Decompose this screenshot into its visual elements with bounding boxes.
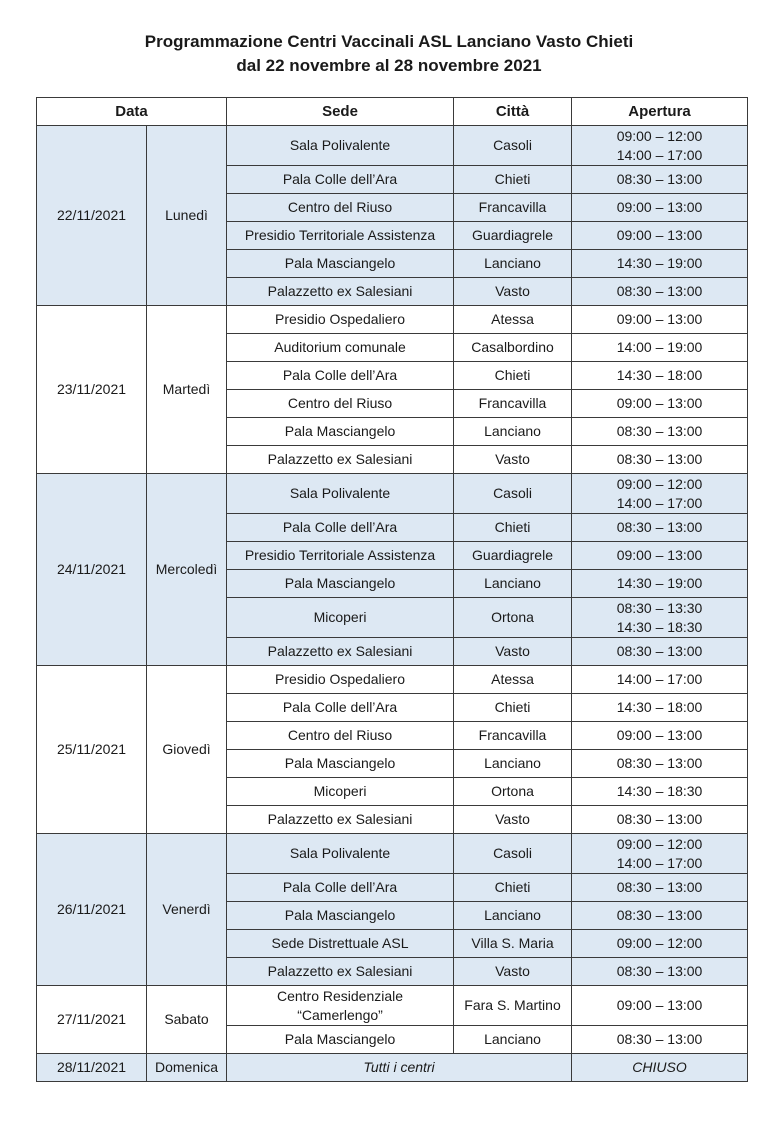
apertura-cell — [572, 166, 748, 194]
apertura-cell — [572, 666, 748, 694]
apertura-cell — [572, 834, 748, 874]
apertura-cell — [572, 750, 748, 778]
citta-cell: Atessa — [454, 666, 572, 694]
apertura-time: 09:00 – 13:00 — [616, 727, 703, 743]
apertura-time: 08:30 – 13:00 — [616, 451, 703, 467]
day-cell: Sabato — [147, 986, 227, 1054]
sede-cell: Sala Polivalente — [227, 834, 454, 874]
apertura-time: 08:30 – 13:00 — [616, 423, 703, 439]
citta-cell: Atessa — [454, 306, 572, 334]
table-row — [37, 986, 748, 1026]
header-apertura: Apertura — [572, 98, 748, 126]
apertura-time: 08:30 – 13:00 — [616, 171, 703, 187]
table-row — [37, 126, 748, 166]
apertura-time: 08:30 – 13:00 — [616, 879, 703, 895]
citta-cell: Casoli — [454, 834, 572, 874]
sede-cell: Auditorium comunale — [227, 334, 454, 362]
citta-cell: Chieti — [454, 362, 572, 390]
table-row — [37, 474, 748, 514]
apertura-cell — [572, 778, 748, 806]
closed-apertura-cell: CHIUSO — [572, 1054, 748, 1082]
day-cell: Giovedì — [147, 666, 227, 834]
table-row-closed — [37, 1054, 748, 1082]
apertura-cell — [572, 126, 748, 166]
sede-cell: Centro del Riuso — [227, 390, 454, 418]
sede-cell: Presidio Ospedaliero — [227, 306, 454, 334]
apertura-cell — [572, 930, 748, 958]
apertura-cell — [572, 722, 748, 750]
closed-date-cell: 28/11/2021 — [37, 1054, 147, 1082]
sede-cell: Centro del Riuso — [227, 194, 454, 222]
sede-cell: Pala Masciangelo — [227, 1026, 454, 1054]
citta-cell: Lanciano — [454, 250, 572, 278]
sede-cell: Pala Masciangelo — [227, 250, 454, 278]
citta-cell: Lanciano — [454, 750, 572, 778]
apertura-time: 14:00 – 17:00 — [616, 854, 703, 871]
apertura-time: 14:00 – 19:00 — [616, 339, 703, 355]
apertura-cell — [572, 418, 748, 446]
header-citta: Città — [454, 98, 572, 126]
sede-cell: Sala Polivalente — [227, 126, 454, 166]
apertura-time: 09:00 – 13:00 — [616, 199, 703, 215]
sede-cell: Pala Masciangelo — [227, 750, 454, 778]
table-row — [37, 306, 748, 334]
apertura-cell — [572, 278, 748, 306]
apertura-cell — [572, 986, 748, 1026]
apertura-time: 08:30 – 13:00 — [616, 643, 703, 659]
citta-cell: Lanciano — [454, 902, 572, 930]
apertura-cell — [572, 474, 748, 514]
citta-cell: Guardiagrele — [454, 542, 572, 570]
apertura-time: 14:30 – 18:30 — [616, 783, 703, 799]
header-data: Data — [37, 98, 227, 126]
apertura-cell — [572, 1026, 748, 1054]
apertura-time: 09:00 – 13:00 — [616, 227, 703, 243]
sede-cell: Presidio Territoriale Assistenza — [227, 222, 454, 250]
schedule-table — [36, 97, 748, 1082]
date-cell: 23/11/2021 — [37, 306, 147, 474]
apertura-cell — [572, 334, 748, 362]
apertura-time: 08:30 – 13:00 — [616, 907, 703, 923]
sede-cell: Pala Masciangelo — [227, 902, 454, 930]
apertura-cell — [572, 694, 748, 722]
day-cell: Lunedì — [147, 126, 227, 306]
closed-sede-cell: Tutti i centri — [227, 1054, 572, 1082]
sede-cell: Pala Colle dell’Ara — [227, 362, 454, 390]
citta-cell: Casalbordino — [454, 334, 572, 362]
sede-cell: Centro Residenziale “Camerlengo” — [227, 986, 454, 1026]
date-cell: 27/11/2021 — [37, 986, 147, 1054]
date-cell: 26/11/2021 — [37, 834, 147, 986]
apertura-cell — [572, 806, 748, 834]
apertura-cell — [572, 194, 748, 222]
apertura-time: 08:30 – 13:00 — [616, 755, 703, 771]
apertura-time: 08:30 – 13:30 — [616, 599, 703, 616]
citta-cell: Casoli — [454, 126, 572, 166]
citta-cell: Ortona — [454, 598, 572, 638]
apertura-time: 09:00 – 13:00 — [616, 997, 703, 1013]
citta-cell: Vasto — [454, 278, 572, 306]
apertura-cell — [572, 570, 748, 598]
sede-cell: Palazzetto ex Salesiani — [227, 278, 454, 306]
citta-cell: Lanciano — [454, 418, 572, 446]
sede-cell: Pala Colle dell’Ara — [227, 514, 454, 542]
apertura-cell — [572, 446, 748, 474]
apertura-cell — [572, 638, 748, 666]
citta-cell: Villa S. Maria — [454, 930, 572, 958]
date-cell: 25/11/2021 — [37, 666, 147, 834]
title-line-2: dal 22 novembre al 28 novembre 2021 — [236, 56, 542, 75]
sede-cell: Pala Masciangelo — [227, 418, 454, 446]
apertura-time: 14:00 – 17:00 — [616, 494, 703, 511]
citta-cell: Vasto — [454, 806, 572, 834]
apertura-time: 08:30 – 13:00 — [616, 1031, 703, 1047]
apertura-time: 14:30 – 18:00 — [616, 699, 703, 715]
apertura-time: 14:30 – 18:30 — [616, 618, 703, 635]
citta-cell: Vasto — [454, 958, 572, 986]
citta-cell: Lanciano — [454, 1026, 572, 1054]
sede-cell: Pala Masciangelo — [227, 570, 454, 598]
date-cell: 24/11/2021 — [37, 474, 147, 666]
apertura-time: 09:00 – 13:00 — [616, 395, 703, 411]
citta-cell: Guardiagrele — [454, 222, 572, 250]
apertura-time: 09:00 – 13:00 — [616, 547, 703, 563]
sede-cell: Pala Colle dell’Ara — [227, 874, 454, 902]
sede-cell: Pala Colle dell’Ara — [227, 166, 454, 194]
apertura-time: 09:00 – 12:00 — [616, 127, 703, 144]
apertura-time: 09:00 – 12:00 — [616, 835, 703, 852]
apertura-cell — [572, 958, 748, 986]
apertura-time: 14:30 – 19:00 — [616, 575, 703, 591]
citta-cell: Francavilla — [454, 722, 572, 750]
apertura-cell — [572, 362, 748, 390]
citta-cell: Chieti — [454, 694, 572, 722]
table-row — [37, 666, 748, 694]
date-cell: 22/11/2021 — [37, 126, 147, 306]
schedule-body — [37, 126, 748, 1082]
sede-cell: Micoperi — [227, 778, 454, 806]
sede-cell: Presidio Ospedaliero — [227, 666, 454, 694]
apertura-cell — [572, 250, 748, 278]
citta-cell: Fara S. Martino — [454, 986, 572, 1026]
apertura-time: 08:30 – 13:00 — [616, 811, 703, 827]
table-row — [37, 834, 748, 874]
apertura-cell — [572, 598, 748, 638]
apertura-time: 09:00 – 12:00 — [616, 475, 703, 492]
title-line-1: Programmazione Centri Vaccinali ASL Lanciano Vasto Chieti — [144, 32, 634, 51]
apertura-time: 09:00 – 12:00 — [616, 935, 703, 951]
apertura-cell — [572, 390, 748, 418]
day-cell: Mercoledì — [147, 474, 227, 666]
citta-cell: Casoli — [454, 474, 572, 514]
apertura-time: 09:00 – 13:00 — [616, 311, 703, 327]
sede-cell: Palazzetto ex Salesiani — [227, 806, 454, 834]
sede-cell: Micoperi — [227, 598, 454, 638]
sede-cell: Presidio Territoriale Assistenza — [227, 542, 454, 570]
apertura-time: 14:00 – 17:00 — [616, 146, 703, 163]
header-row — [37, 98, 748, 126]
apertura-cell — [572, 542, 748, 570]
apertura-cell — [572, 222, 748, 250]
citta-cell: Chieti — [454, 166, 572, 194]
citta-cell: Francavilla — [454, 390, 572, 418]
apertura-time: 08:30 – 13:00 — [616, 963, 703, 979]
citta-cell: Chieti — [454, 874, 572, 902]
apertura-time: 08:30 – 13:00 — [616, 283, 703, 299]
citta-cell: Vasto — [454, 638, 572, 666]
sede-cell: Centro del Riuso — [227, 722, 454, 750]
citta-cell: Francavilla — [454, 194, 572, 222]
apertura-time: 08:30 – 13:00 — [616, 519, 703, 535]
apertura-cell — [572, 306, 748, 334]
day-cell: Venerdì — [147, 834, 227, 986]
sede-cell: Palazzetto ex Salesiani — [227, 958, 454, 986]
apertura-time: 14:30 – 19:00 — [616, 255, 703, 271]
sede-cell: Sede Distrettuale ASL — [227, 930, 454, 958]
day-cell: Martedì — [147, 306, 227, 474]
apertura-cell — [572, 902, 748, 930]
apertura-cell — [572, 874, 748, 902]
apertura-cell — [572, 514, 748, 542]
sede-cell: Pala Colle dell’Ara — [227, 694, 454, 722]
sede-cell: Palazzetto ex Salesiani — [227, 638, 454, 666]
sede-cell: Sala Polivalente — [227, 474, 454, 514]
citta-cell: Vasto — [454, 446, 572, 474]
closed-day-cell: Domenica — [147, 1054, 227, 1082]
sede-cell: Palazzetto ex Salesiani — [227, 446, 454, 474]
header-sede: Sede — [227, 98, 454, 126]
citta-cell: Ortona — [454, 778, 572, 806]
apertura-time: 14:00 – 17:00 — [616, 671, 703, 687]
citta-cell: Chieti — [454, 514, 572, 542]
citta-cell: Lanciano — [454, 570, 572, 598]
apertura-time: 14:30 – 18:00 — [616, 367, 703, 383]
